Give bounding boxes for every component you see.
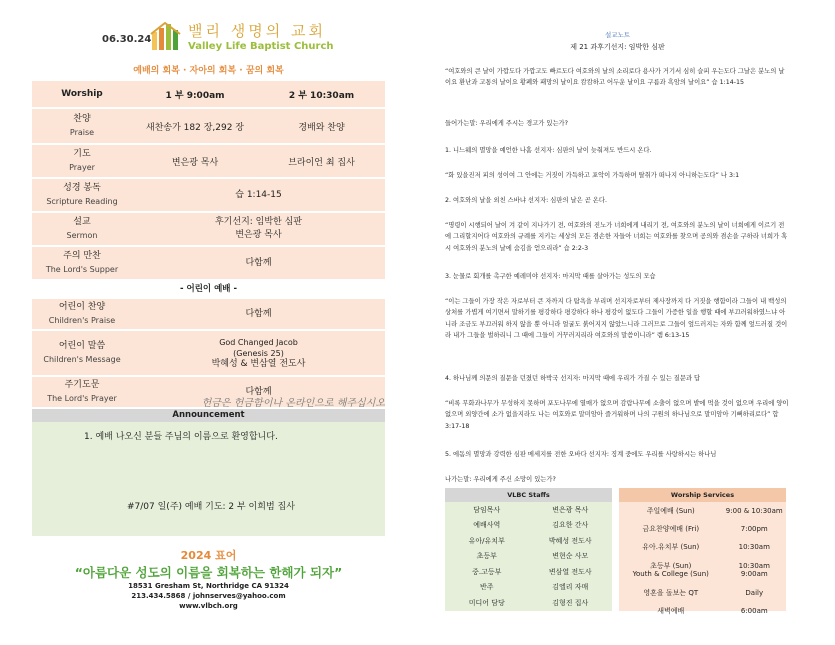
staff-row [445,502,612,518]
staff-person: 김엘리 자매 [552,583,589,592]
service-time: 7:00pm [740,525,768,533]
offering-note: 헌금은 헌금함이나 온라인으로 해주십시오 [201,398,385,409]
service-time: Daily [745,589,764,597]
scripture-reference: 습 1:14-15 [235,189,282,200]
second-service-value: 브라이언 최 집사 [288,157,355,168]
service-name: 유아.유치부 (Sun) [642,542,700,551]
sermon-point: 5. 에돔의 멸망과 강력한 심판 메세지를 전한 오바다 선지자: 징계 중에도 우리를 사랑하시는 하나님 [445,451,717,458]
service-row [619,602,786,620]
item-en: Prayer [69,163,95,172]
children-praise-value: 다함께 [245,308,272,319]
service-name: 금요찬양예배 (Fri) [642,524,700,533]
lords-prayer-value: 다함께 [245,386,272,397]
staff-role: 유아/유치부 [468,536,505,545]
closing-point: 나가는말: 우리에게 주신 소망이 있는가? [445,476,556,483]
staff-person: 박혜성 전도사 [548,536,592,545]
bulletin-date: 06.30.24 [102,34,152,45]
service-name: 새벽예배 [657,606,685,615]
staff-row [445,564,612,580]
service-time: 6:00am [740,607,768,615]
staff-role: 초등부 [476,552,497,561]
staff-role: 담임목사 [473,505,501,514]
sermon-point: 3. 눈물로 회개를 촉구한 예레미야 선지자: 마지막 때를 살아가는 성도의 모습 [445,273,656,280]
column-header: Worship [61,88,103,99]
scripture-quote: “여호와의 큰 날이 가깝도다 가깝고도 빠르도다 여호와의 날의 소리로다 용사가 거기서 심히 슬피 우는도다 그날은 분노의 날이요 환난과 고통의 날이요 황폐와 패망의 날이요 캄캄하고 어두운 날이요 구름과 흑암의 날이요” 습 1:14-15 [445,68,785,87]
staff-row [445,580,612,596]
scripture-quote: “화 있을진저 피의 성이여 그 안에는 거짓이 가득하고 포악이 가득하며 탈취가 떠나지 아니하는도다” 나 3:1 [445,172,740,179]
item-kr: 주의 만찬 [63,251,101,261]
item-en: Sermon [66,231,98,240]
services-table-title: Worship Services [619,488,786,502]
order-row-sermon [32,211,385,245]
item-kr: 성경 봉독 [63,183,101,193]
staff-person: 김요한 간사 [552,521,589,530]
staff-role: 반주 [479,583,494,592]
sermon-point: 2. 여호와의 날을 외친 스바냐 선지자: 심판의 날은 곧 온다. [445,197,607,204]
children-message-reference: (Genesis 25) [233,348,284,358]
first-service-value: 새찬송가 182 장,292 장 [146,122,244,133]
service-time: 9:00am [740,570,768,578]
service-row [619,502,786,520]
church-name-korean: 밸리 생명의 교회 [188,22,326,40]
sermon-title: 후기선지: 임박한 심판 [214,217,302,227]
service-row [619,520,786,538]
item-kr: 어린이 말씀 [58,341,106,351]
service-row [619,584,786,602]
staff-role: 예배사역 [473,521,501,530]
church-name-english: Valley Life Baptist Church [188,41,334,52]
service-name: 초등부 (Sun) [650,561,692,570]
church-theme: 예배의 회복 · 자아의 회복 · 꿈의 회복 [133,66,284,76]
second-service-value: 경배와 찬양 [298,122,345,133]
announcement-item: #7/07 일(주) 예배 기도: 2 부 이희범 집사 [127,502,295,512]
staff-role: 중.고등부 [472,567,502,576]
order-header-row [32,79,385,107]
scripture-quote: “이는 그들이 가장 작은 자로부터 큰 자까지 다 탐욕을 부리며 선지자로부터 제사장까지 다 거짓을 행함이라 그들이 내 백성의 상처를 가볍게 여기면서 말하기를 평강하다 평강하다 하나 평강이 없도다 그들이 가증한 일을 행할 때에 부끄러워하였느냐 아니라 조금도 부끄러워 하지 않을 뿐 아니라 얼굴도 붉어지지 않았느니라 그러므로 그들이 엎드러지는 자와 함께 엎드러질 것이라 내가 그들을 벌하리니 그 때에 그들이 거꾸러지리라 여호와의 말씀이니라” 렘 6:13-15 [445,298,788,339]
announcement-item: 1. 예배 나오신 분들 주님의 이름으로 환영합니다. [84,432,278,442]
service-name: Youth & College (Sun) [632,570,709,578]
scripture-quote: “비록 무화과나무가 무성하지 못하며 포도나무에 열매가 없으며 감람나무에 소출이 없으며 밭에 먹을 것이 없으며 우리에 양이 없으며 외양간에 소가 없을지라도 나는 여호와로 말미암아 즐거워하며 나의 구원의 하나님으로 말미암아 기뻐하리로다” 합 3:17-18 [445,400,789,430]
church-contact: 213.434.5868 / johnserves@yahoo.com [131,592,286,600]
preacher: 변은광 목사 [235,230,282,240]
staff-person: 변현순 사모 [552,552,589,561]
year-motto-label: 2024 표어 [180,549,237,562]
item-en: Children's Message [43,355,121,364]
children-message-title: God Changed Jacob [219,337,298,347]
church-logo-icon [150,22,184,52]
service-time: 10:30am [738,543,770,551]
item-kr: 찬양 [73,114,91,124]
column-header: 1 부 9:00am [165,90,225,101]
service-name: 주일예배 (Sun) [646,506,695,515]
church-address: 18531 Gresham St, Northridge CA 91324 [128,582,289,590]
announcement-title: Announcement [32,409,385,422]
announcement-box [32,409,385,536]
sermon-notes-label: 설교노트 [604,31,631,39]
intro-point: 들어가는말: 우리에게 주시는 경고가 있는가? [445,120,568,127]
worship-services-table [619,488,786,615]
first-service-value: 변은광 목사 [171,157,219,168]
staff-row [445,549,612,565]
item-en: Children's Praise [48,316,116,325]
staff-person: 변은광 목사 [552,505,589,514]
sermon-point: 1. 니느웨의 멸망을 예언한 나훔 선지자: 심판의 날이 늦춰져도 반드시 온다. [445,147,652,154]
staff-table-title: VLBC Staffs [445,488,612,502]
staff-person: 변삼열 전도사 [548,567,592,576]
item-en: The Lord's Prayer [47,394,117,403]
order-row-children-message [32,329,385,375]
staff-row [445,595,612,611]
staff-person: 김형진 집사 [552,598,589,607]
order-row-scripture [32,177,385,211]
staff-row [445,518,612,534]
item-en: The Lord's Supper [45,265,119,274]
item-en: Praise [69,128,95,137]
staff-role: 미디어 담당 [468,598,505,607]
service-time: 9:00 & 10:30am [725,507,783,515]
item-kr: 설교 [73,217,91,227]
column-header: 2 부 10:30am [288,90,355,101]
order-row-praise [32,107,385,143]
order-row-prayer [32,143,385,177]
order-row-children-praise [32,297,385,329]
service-row [619,538,786,556]
sermon-notes-title: 제 21 과후기선지: 임박한 심판 [570,43,665,51]
staff-row [445,533,612,549]
order-row-lords-supper [32,245,385,279]
staff-table [445,488,612,611]
item-kr: 어린이 찬양 [58,302,106,312]
supper-value: 다함께 [245,257,272,268]
scripture-quote: “명령이 시행되어 날이 겨 같이 지나가기 전, 여호와의 진노가 너희에게 내리기 전, 여호와의 분노의 날이 너희에게 이르기 전에 그리할지어다 여호와의 규례를 지키는 세상의 모든 겸손한 자들아 너희는 여호와를 찾으며 공의와 겸손을 구하라 너희가 혹시 여호와의 분노의 날에 숨김을 얻으리라” 습 2:2-3 [445,222,788,252]
item-en: Scripture Reading [46,197,118,206]
church-website: www.vlbch.org [179,602,238,610]
year-motto: “아름다운 성도의 이름을 회복하는 한해가 되자” [74,565,343,580]
service-time: 10:30am [738,562,770,570]
order-of-worship [32,79,385,407]
kids-worship-label: - 어린이 예배 - [32,279,385,297]
service-name: 영혼을 돌보는 QT [643,588,699,597]
service-row [619,556,786,584]
sermon-point: 4. 하나님께 의문의 질문을 던졌던 하박국 선지자: 마지막 때에 우리가 가질 수 있는 질문과 답 [445,375,701,382]
item-kr: 기도 [73,149,91,159]
item-kr: 주기도문 [64,380,100,390]
children-message-speakers: 박혜성 & 변삼열 전도사 [211,358,306,369]
